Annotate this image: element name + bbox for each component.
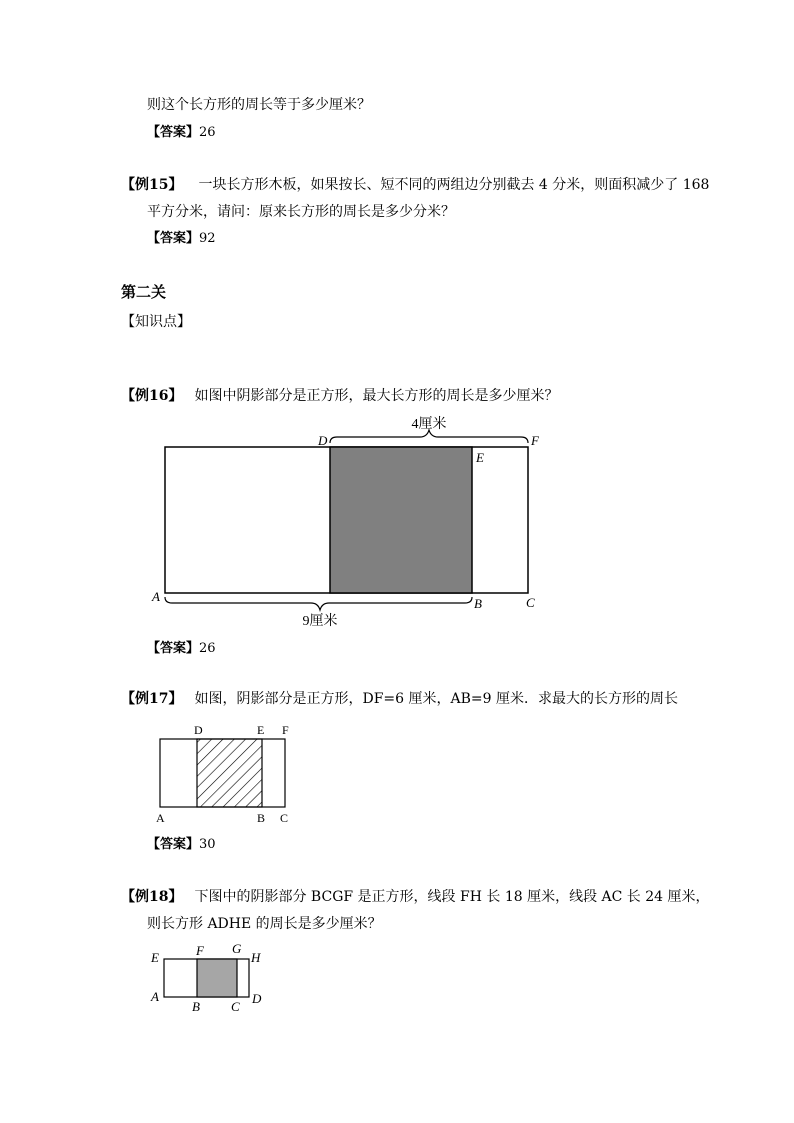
ex17-point-A: A [156,811,165,825]
ex16-point-F: F [531,433,539,448]
ex17-point-E: E [257,723,265,737]
ex17-hatched-square [197,739,262,807]
answer-tag: 【答案】 [147,641,200,656]
answer-tag: 【答案】 [147,837,200,852]
ex17-answer [147,836,216,854]
ex16-top-measure: 4厘米 [411,417,447,432]
ex17-label: 【例17】 [121,691,183,707]
ex18-point-C: C [231,999,240,1014]
ex16-answer [147,640,216,658]
ex15-question-line2: 平方分米，请问：原来长方形的周长是多少分米？ [147,204,455,220]
section-title: 第二关 [121,283,167,301]
ex16-question-text: 如图中阴影部分是正方形，最大长方形的周长是多少厘米？ [194,388,559,404]
answer-value: 92 [199,231,216,246]
ex16-shaded-square [330,447,472,593]
ex17-point-B: B [257,811,266,825]
answer-tag: 【答案】 [147,231,200,246]
ex18-point-A: A [151,989,159,1004]
ex15-question-line1: 一块长方形木板，如果按长、短不同的两组边分别截去 4 分米，则面积减少了 168 [198,177,710,193]
ex17-question-text: 如图，阴影部分是正方形，DF=6 厘米，AB=9 厘米．求最大的长方形的周长 [194,691,678,707]
ex18-line1 [121,888,710,906]
answer-value: 30 [199,837,216,852]
ex17-point-C: C [280,811,289,825]
ex16-bottom-measure: 9厘米 [302,614,338,629]
ex15-label: 【例15】 [121,177,183,193]
ex16-label: 【例16】 [121,388,183,404]
ex16-point-B: B [474,596,482,611]
ex18-question-line2: 则长方形 ADHE 的周长是多少厘米？ [147,916,382,932]
ex16-point-D: D [318,433,328,448]
ex18-point-F: F [196,943,204,958]
answer-value: 26 [199,641,216,656]
ex18-point-E: E [151,950,159,965]
answer-tag: 【答案】 [147,125,200,140]
knowledge-point-heading: 【知识点】 [121,314,191,330]
ex18-question-line1: 下图中的阴影部分 BCGF 是正方形，线段 FH 长 18 厘米，线段 AC 长 24 厘米， [194,889,710,905]
ex18-shaded-square [197,959,237,997]
ex17-point-D: D [194,723,203,737]
answer-value: 26 [199,125,216,140]
ex16-point-E: E [476,450,484,465]
ex16-point-C: C [526,595,535,610]
ex18-point-D: D [252,991,262,1006]
ex17-point-F: F [282,723,289,737]
ex18-point-G: G [232,941,242,956]
prev-question-text: 则这个长方形的周长等于多少厘米？ [147,97,371,113]
ex17-question [121,690,678,708]
ex18-point-H: H [251,950,261,965]
ex18-point-B: B [192,999,200,1014]
ex16-point-A: A [152,589,160,604]
ex18-label: 【例18】 [121,889,183,905]
ex16-bottom-brace [165,597,472,610]
